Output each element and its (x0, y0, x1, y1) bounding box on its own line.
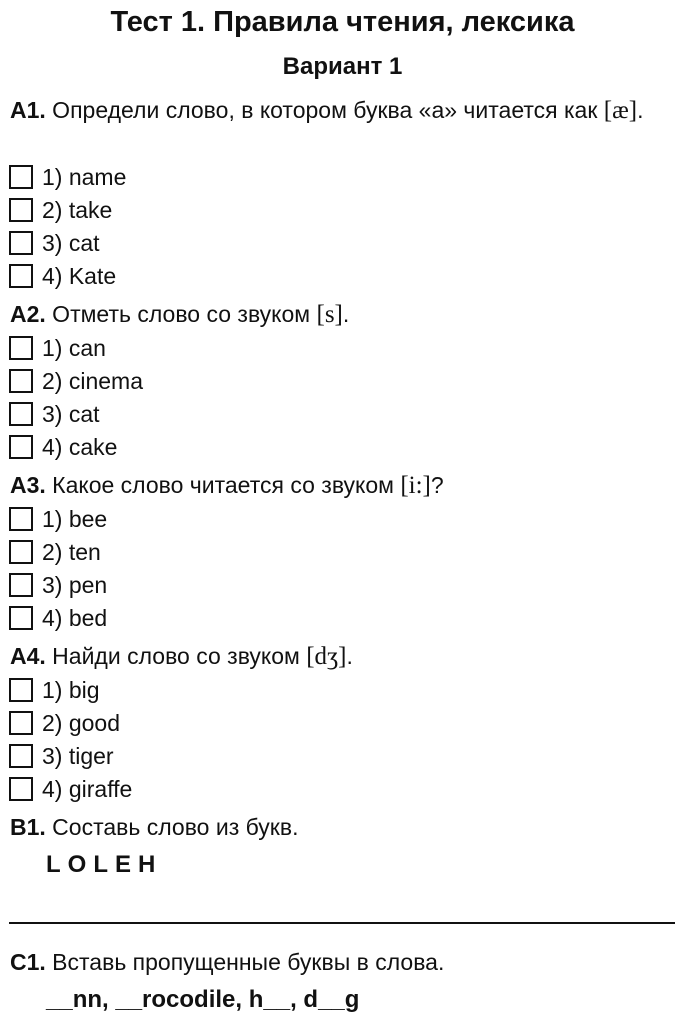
checkbox[interactable] (9, 198, 33, 222)
option-label: 3) pen (42, 572, 108, 598)
checkbox[interactable] (9, 231, 33, 255)
question-b1-number: В1. (10, 814, 46, 840)
option-label: 4) giraffe (42, 776, 133, 802)
question-a1-text (10, 94, 678, 127)
question-a3-number: А3. (10, 472, 46, 498)
question-a3-prompt: Какое слово читается со звуком (45, 472, 401, 498)
option-label: 3) tiger (42, 743, 114, 769)
option-label: 4) bed (42, 605, 108, 631)
checkbox[interactable] (9, 711, 33, 735)
question-a4-ipa: [dʒ] (306, 643, 347, 670)
a1-option-3[interactable] (9, 229, 100, 257)
a4-option-4[interactable] (9, 775, 132, 803)
question-a2-text (10, 298, 678, 331)
option-label: 3) cat (42, 401, 100, 427)
question-a4-number: А4. (10, 643, 46, 669)
checkbox[interactable] (9, 435, 33, 459)
question-a1-ipa: [æ] (603, 97, 638, 124)
gapped-words: __nn, __rocodile, h__, d__g (46, 986, 360, 1013)
a2-option-1[interactable] (9, 334, 106, 362)
a1-option-1[interactable] (9, 163, 126, 191)
question-a2-prompt: Отметь слово со звуком (45, 301, 317, 327)
question-a4-punct: . (346, 643, 353, 669)
question-a1-prompt: Определи слово, в котором буква «а» читается как (45, 97, 604, 123)
a3-option-2[interactable] (9, 538, 101, 566)
page-title: Тест 1. Правила чтения, лексика (110, 6, 575, 38)
checkbox[interactable] (9, 402, 33, 426)
question-c1-text (10, 946, 678, 979)
question-c1-number: С1. (10, 949, 46, 975)
question-b1-prompt: Составь слово из букв. (45, 814, 299, 840)
scrambled-letters: LOLEH (46, 851, 163, 878)
option-label: 2) good (42, 710, 121, 736)
question-a2-punct: . (342, 301, 350, 327)
a2-option-4[interactable] (9, 433, 117, 461)
option-label: 1) name (42, 164, 127, 190)
answer-line[interactable] (9, 922, 675, 924)
question-a2-ipa: [s] (316, 301, 343, 328)
a2-option-3[interactable] (9, 400, 100, 428)
question-c1-prompt: Вставь пропущенные буквы в слова. (45, 949, 445, 975)
option-label: 3) cat (42, 230, 100, 256)
a3-option-4[interactable] (9, 604, 107, 632)
variant-heading: Вариант 1 (282, 53, 403, 80)
checkbox[interactable] (9, 336, 33, 360)
checkbox[interactable] (9, 573, 33, 597)
checkbox[interactable] (9, 777, 33, 801)
question-a1-punct: . (637, 97, 644, 123)
question-a3-ipa: [i:] (400, 472, 431, 499)
question-a3-text (10, 469, 678, 502)
option-label: 4) Kate (42, 263, 117, 289)
checkbox[interactable] (9, 264, 33, 288)
question-a1-number: А1. (10, 97, 46, 123)
option-label: 2) take (42, 197, 113, 223)
a4-option-1[interactable] (9, 676, 100, 704)
a2-option-2[interactable] (9, 367, 143, 395)
question-a4-text (10, 640, 678, 673)
checkbox[interactable] (9, 606, 33, 630)
checkbox[interactable] (9, 678, 33, 702)
a1-option-4[interactable] (9, 262, 116, 290)
option-label: 2) cinema (42, 368, 143, 394)
a3-option-3[interactable] (9, 571, 107, 599)
checkbox[interactable] (9, 369, 33, 393)
question-b1-text (10, 811, 678, 844)
option-label: 2) ten (42, 539, 101, 565)
question-a2-number: А2. (10, 301, 46, 327)
option-label: 1) bee (42, 506, 108, 532)
checkbox[interactable] (9, 507, 33, 531)
option-label: 4) cake (42, 434, 118, 460)
checkbox[interactable] (9, 540, 33, 564)
a1-option-2[interactable] (9, 196, 112, 224)
option-label: 1) big (42, 677, 100, 703)
option-label: 1) can (42, 335, 106, 361)
a4-option-3[interactable] (9, 742, 114, 770)
a4-option-2[interactable] (9, 709, 120, 737)
question-a4-prompt: Найди слово со звуком (45, 643, 307, 669)
question-a3-punct: ? (430, 472, 444, 498)
checkbox[interactable] (9, 744, 33, 768)
checkbox[interactable] (9, 165, 33, 189)
a3-option-1[interactable] (9, 505, 107, 533)
